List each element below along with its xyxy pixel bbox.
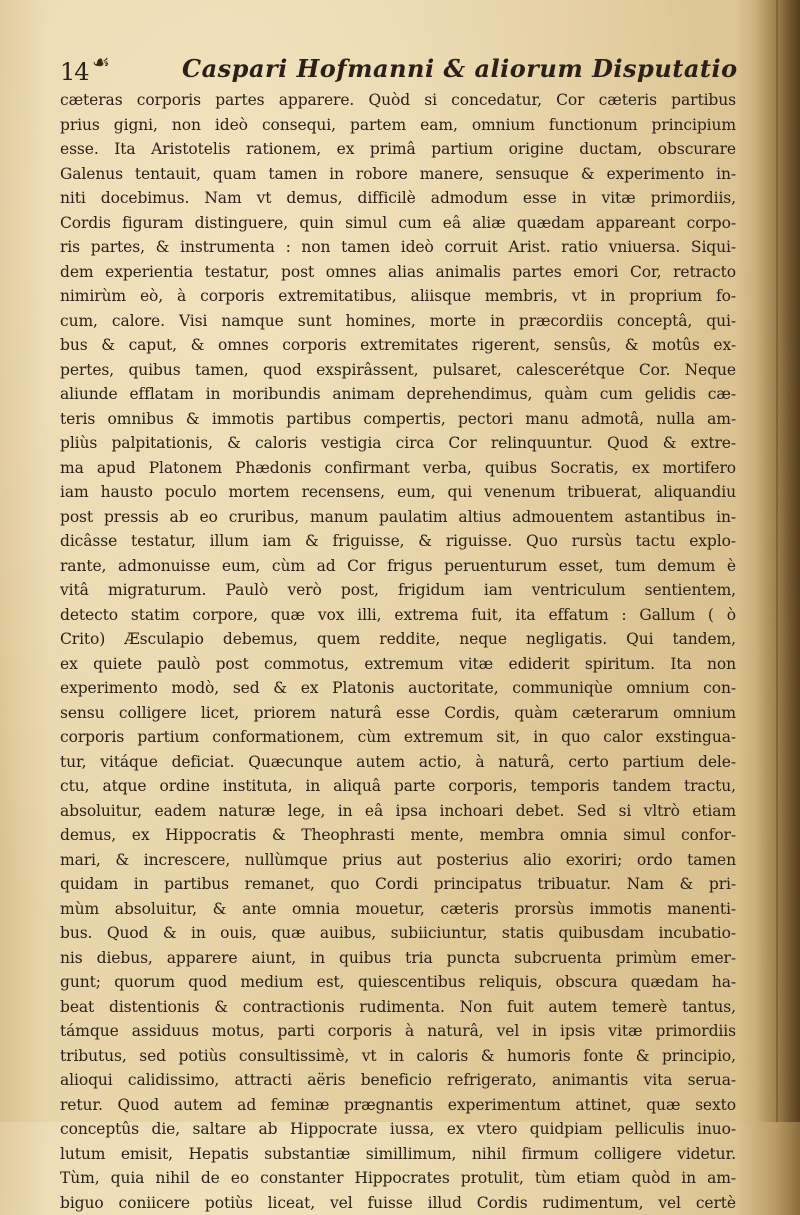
text-line: detecto statim corpore, quæ vox illi, extrema fuit, ita effatum : Gallum ( ò <box>60 603 736 628</box>
text-line: corporis partium conformationem, cùm extremum sit, in quo calor exstingua- <box>60 725 736 750</box>
text-line: cum, calore. Visi namque sunt homines, morte in præcordiis conceptâ, qui- <box>60 309 736 334</box>
page-gutter-shadow <box>756 0 800 1122</box>
text-line: ctu, atque ordine instituta, in aliquâ parte corporis, temporis tandem tractu, <box>60 774 736 799</box>
text-line: rante, admonuisse eum, cùm ad Cor frigus peruenturum esset, tum demum è <box>60 554 736 579</box>
text-line: aliunde efflatam in moribundis animam deprehendimus, quàm cum gelidis cæ- <box>60 382 736 407</box>
text-line: ex quiete paulò post commotus, extremum vitæ ediderit spiritum. Ita non <box>60 652 736 677</box>
fleuron-ornament-icon: ☙ <box>92 50 110 74</box>
text-line: absoluitur, eadem naturæ lege, in eâ ipsa inchoari debet. Sed si vltrò etiam <box>60 799 736 824</box>
text-line: cæteras corporis partes apparere. Quòd si concedatur, Cor cæteris partibus <box>60 88 736 113</box>
text-line: bus & caput, & omnes corporis extremitates rigerent, sensûs, & motûs ex- <box>60 333 736 358</box>
text-line: iam hausto poculo mortem recensens, eum, qui venenum tribuerat, aliquandiu <box>60 480 736 505</box>
text-line: quidam in partibus remanet, quo Cordi principatus tribuatur. Nam & pri- <box>60 872 736 897</box>
text-line: mari, & increscere, nullùmque prius aut posterius alio exoriri; ordo tamen <box>60 848 736 873</box>
text-line: Crito) Æsculapio debemus, quem reddite, neque negligatis. Qui tandem, <box>60 627 736 652</box>
text-line: demus, ex Hippocratis & Theophrasti mente, membra omnia simul confor- <box>60 823 736 848</box>
text-line: tur, vitáque deficiat. Quæcunque autem actio, à naturâ, certo partium dele- <box>60 750 736 775</box>
text-line: post pressis ab eo cruribus, manum paulatim altius admouentem astantibus in- <box>60 505 736 530</box>
text-line: beat distentionis & contractionis rudimenta. Non fuit autem temerè tantus, <box>60 995 736 1020</box>
text-line: támque assiduus motus, parti corporis à naturâ, vel in ipsis vitæ primordiis <box>60 1019 736 1044</box>
text-line: sensu colligere licet, priorem naturâ esse Cordis, quàm cæterarum omnium <box>60 701 736 726</box>
text-line: lutum emisit, Hepatis substantiæ simillimum, nihil firmum colligere videtur. <box>60 1142 736 1167</box>
text-line: retur. Quod autem ad feminæ prægnantis experimentum attinet, quæ sexto <box>60 1093 736 1118</box>
text-line: vitâ migraturum. Paulò verò post, frigidum iam ventriculum sentientem, <box>60 578 736 603</box>
text-line: Tùm, quia nihil de eo constanter Hippocrates protulit, tùm etiam quòd in am- <box>60 1166 736 1191</box>
text-line: mùm absoluitur, & ante omnia mouetur, cæteris prorsùs immotis manenti- <box>60 897 736 922</box>
text-line: pliùs palpitationis, & caloris vestigia circa Cor relinquuntur. Quod & extre- <box>60 431 736 456</box>
text-line: ma apud Platonem Phædonis confirmant verba, quibus Socratis, ex mortifero <box>60 456 736 481</box>
text-line: tributus, sed potiùs consultissimè, vt in caloris & humoris fonte & principio, <box>60 1044 736 1069</box>
page-number: 14 <box>60 58 89 86</box>
text-line: Galenus tentauit, quam tamen in robore manere, sensuque & experimento in- <box>60 162 736 187</box>
text-line: gunt; quorum quod medium est, quiescentibus reliquis, obscura quædam ha- <box>60 970 736 995</box>
text-line: ris partes, & instrumenta : non tamen ideò corruit Arist. ratio vniuersa. Siqui- <box>60 235 736 260</box>
text-line: biguo coniicere potiùs liceat, vel fuisse illud Cordis rudimentum, vel certè <box>60 1191 736 1215</box>
text-line: prius gigni, non ideò consequi, partem eam, omnium functionum principium <box>60 113 736 138</box>
text-line: nis diebus, apparere aiunt, in quibus tria puncta subcruenta primùm emer- <box>60 946 736 971</box>
text-line: Cordis figuram distinguere, quin simul cum eâ aliæ quædam appareant corpo- <box>60 211 736 236</box>
text-line: nimirùm eò, à corporis extremitatibus, aliisque membris, vt in proprium fo- <box>60 284 736 309</box>
page-header <box>60 50 740 88</box>
text-line: teris omnibus & immotis partibus compertis, pectori manu admotâ, nulla am- <box>60 407 736 432</box>
text-line: dem experientia testatur, post omnes alias animalis partes emori Cor, retracto <box>60 260 736 285</box>
text-line: esse. Ita Aristotelis rationem, ex primâ partium origine ductam, obscurare <box>60 137 736 162</box>
text-line: bus. Quod & in ouis, quæ auibus, subiiciuntur, statis quibusdam incubatio- <box>60 921 736 946</box>
body-text <box>60 88 736 1215</box>
text-line: alioqui calidissimo, attracti aëris beneficio refrigerato, animantis vita serua- <box>60 1068 736 1093</box>
text-line: experimento modò, sed & ex Platonis auctoritate, communiqùe omnium con- <box>60 676 736 701</box>
text-line: dicâsse testatur, illum iam & friguisse, & riguisse. Quo rursùs tactu explo- <box>60 529 736 554</box>
page-edge <box>776 0 778 1122</box>
text-line: niti docebimus. Nam vt demus, difficilè admodum esse in vitæ primordiis, <box>60 186 736 211</box>
text-line: conceptûs die, saltare ab Hippocrate iussa, ex vtero quidpiam pelliculis inuo- <box>60 1117 736 1142</box>
running-head: Caspari Hofmanni & aliorum Disputatio <box>182 54 738 83</box>
text-line: pertes, quibus tamen, quod exspirâssent, pulsaret, calescerétque Cor. Neque <box>60 358 736 383</box>
